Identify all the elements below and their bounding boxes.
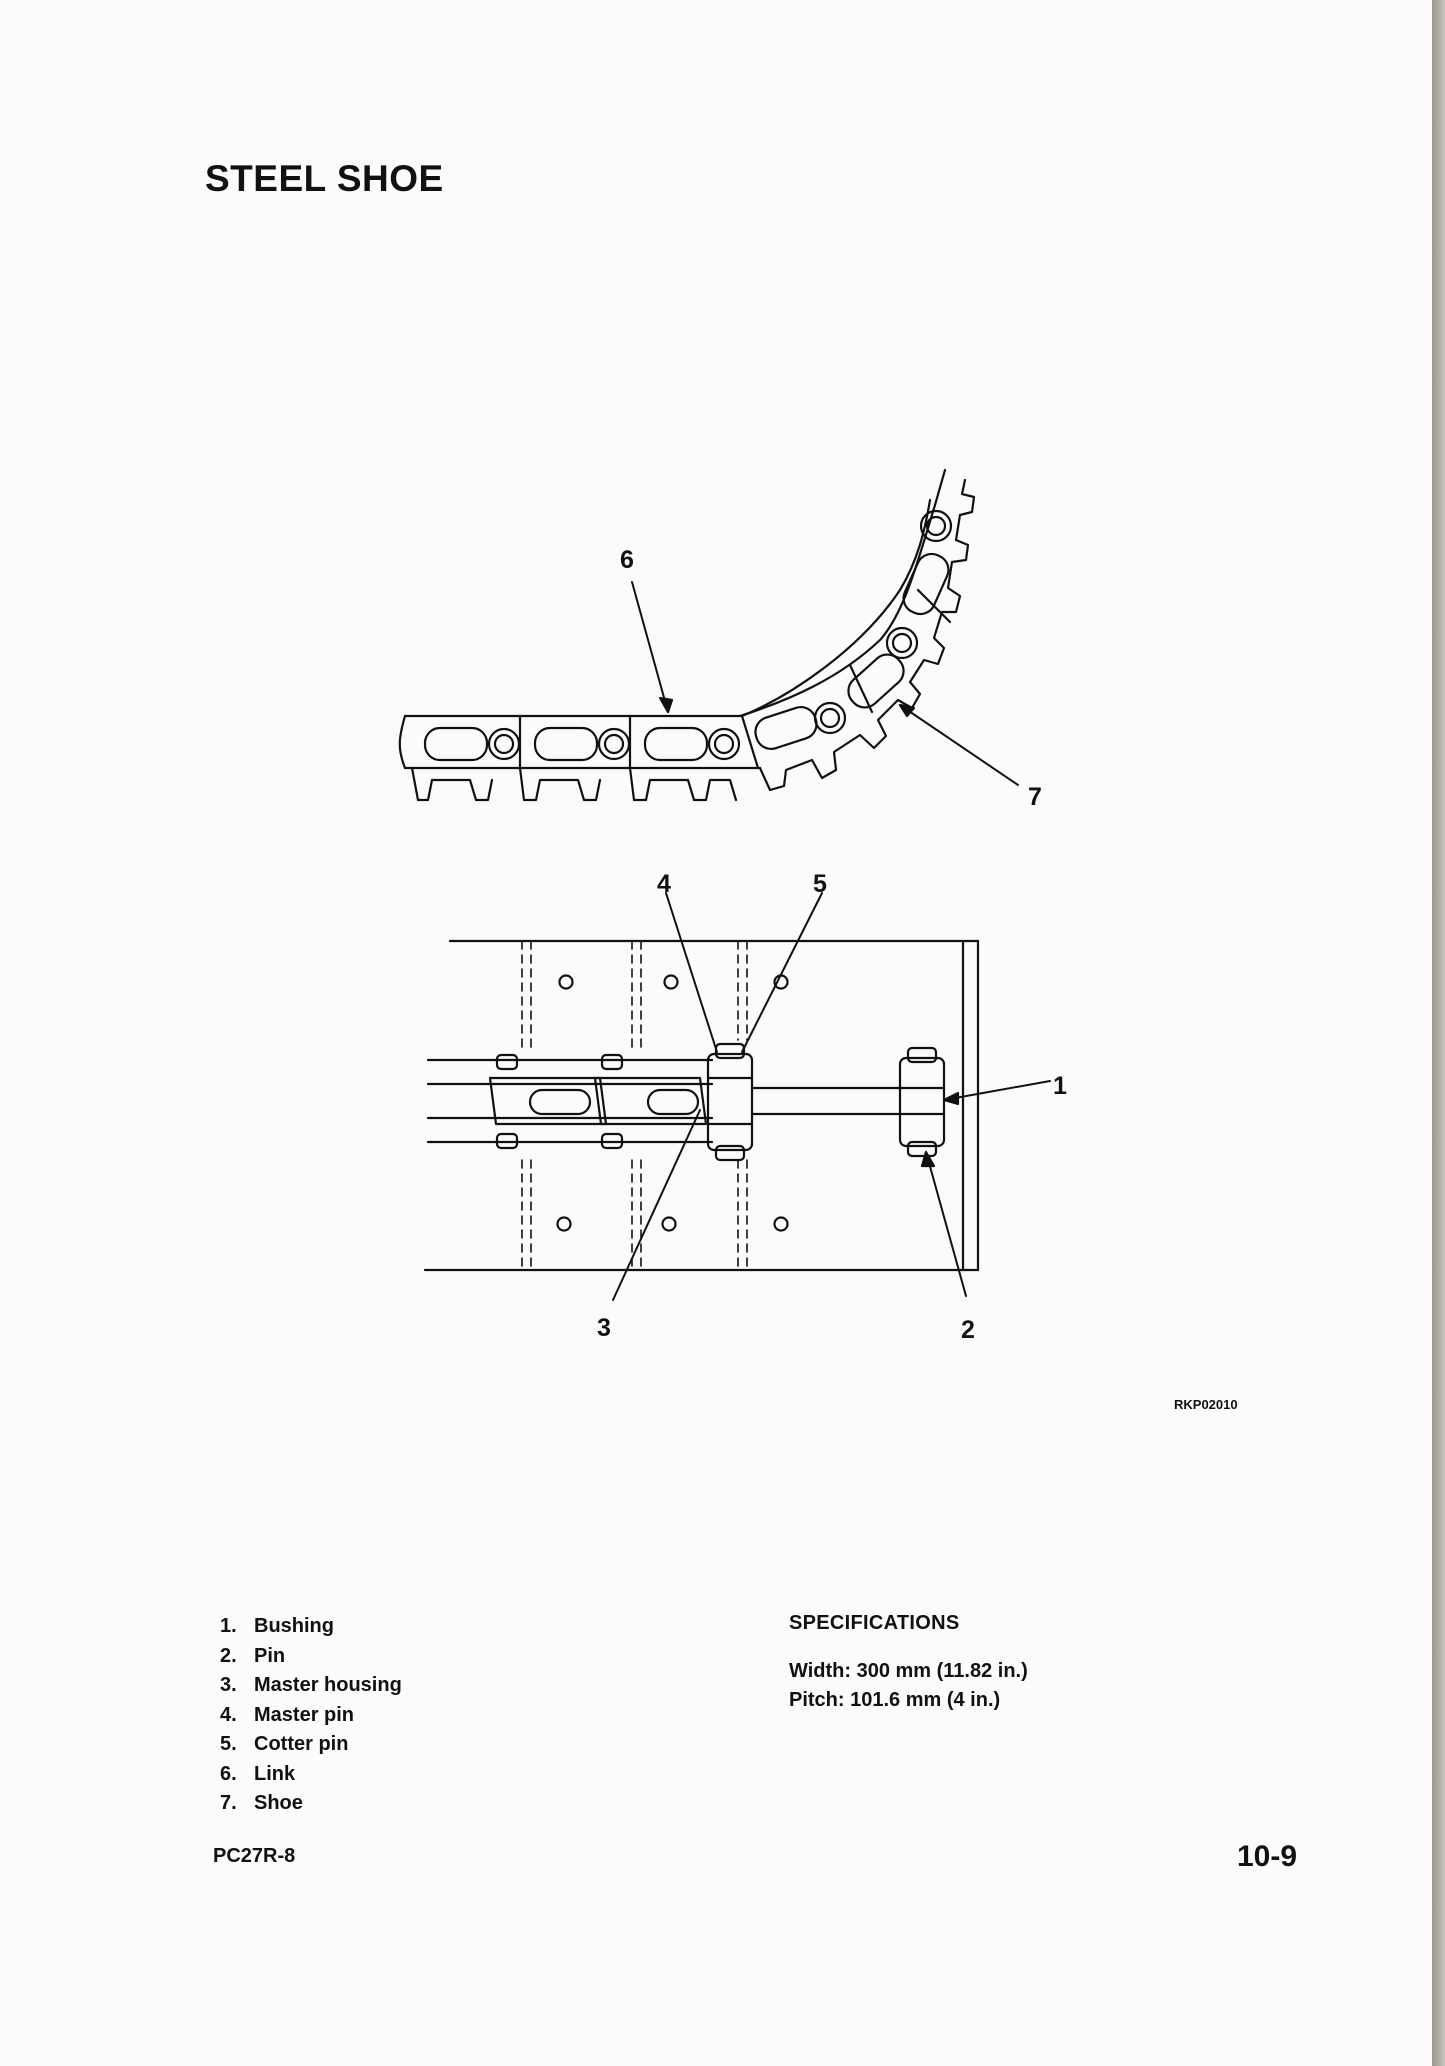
callout-7: 7	[1028, 783, 1042, 811]
spec-pitch: Pitch: 101.6 mm (4 in.)	[789, 1689, 1001, 1711]
list-item: 6. Link	[220, 1762, 296, 1785]
specifications	[789, 1612, 1028, 1715]
page-title: STEEL SHOE	[205, 158, 444, 199]
callout-2: 2	[961, 1316, 975, 1344]
list-item: 1. Bushing	[220, 1615, 334, 1637]
list-item: 2. Pin	[220, 1644, 286, 1667]
callout-3: 3	[597, 1314, 611, 1342]
list-item: 4. Master pin	[220, 1703, 355, 1726]
model-number: PC27R-8	[213, 1845, 296, 1867]
parts-list	[220, 1612, 402, 1819]
callout-5: 5	[813, 870, 827, 898]
track-side-view	[400, 470, 1018, 800]
specifications-title: SPECIFICATIONS	[789, 1612, 960, 1634]
list-item: 3. Master housing	[220, 1674, 402, 1696]
spec-width: Width: 300 mm (11.82 in.)	[789, 1660, 1028, 1682]
page-number: 10-9	[1237, 1840, 1298, 1873]
list-item: 5. Cotter pin	[220, 1733, 349, 1755]
callout-1: 1	[1053, 1072, 1067, 1100]
page-edge	[1432, 0, 1445, 2066]
track-top-view	[425, 893, 1050, 1300]
figure-code: RKP02010	[1174, 1397, 1238, 1412]
list-item: 7. Shoe	[220, 1792, 303, 1814]
callout-4: 4	[657, 870, 671, 898]
callout-6: 6	[620, 546, 634, 574]
